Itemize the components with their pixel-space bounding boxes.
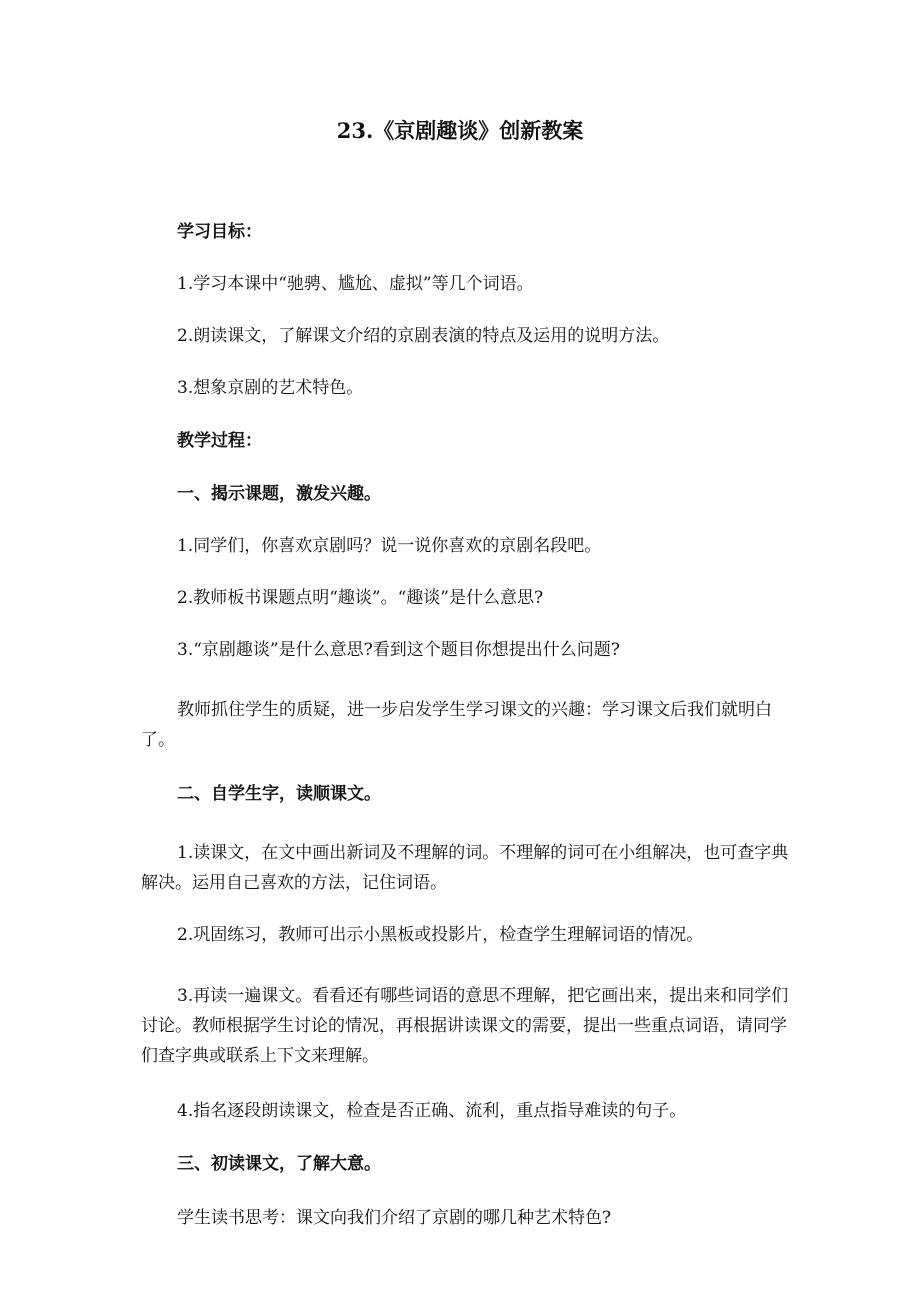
section-2-item-3: 3.再读一遍课文。看看还有哪些词语的意思不理解，把它画出来，提出来和同学们讨论。教师根据学生讨论的情况，再根据讲读课文的需要，提出一些重点词语，请同学们查字典或联系上下文来理解。 xyxy=(141,986,789,1066)
objective-item: 1.学习本课中“驰骋、尴尬、虚拟”等几个词语。 xyxy=(177,274,534,294)
process-heading: 教学过程： xyxy=(177,431,262,451)
objective-item: 2.朗读课文，了解课文介绍的京剧表演的特点及运用的说明方法。 xyxy=(177,326,670,346)
section-1-item: 3.“京剧趣谈”是什么意思?看到这个题目你想提出什么问题? xyxy=(177,640,620,660)
section-1-heading: 一、揭示课题，激发兴趣。 xyxy=(177,484,381,504)
section-2-item-2: 2.巩固练习，教师可出示小黑板或投影片，检查学生理解词语的情况。 xyxy=(177,925,704,945)
section-2-heading: 二、自学生字，读顺课文。 xyxy=(177,784,381,804)
section-2-item-1: 1.读课文，在文中画出新词及不理解的词。不理解的词可在小组解决，也可查字典解决。运用自己喜欢的方法，记住词语。 xyxy=(141,843,789,893)
objective-item: 3.想象京剧的艺术特色。 xyxy=(177,378,364,398)
document-title: 23.《京剧趣谈》创新教案 xyxy=(336,118,584,143)
section-2-item-4: 4.指名逐段朗读课文，检查是否正确、流利，重点指导难读的句子。 xyxy=(177,1101,687,1121)
section-1-item: 1.同学们，你喜欢京剧吗？说一说你喜欢的京剧名段吧。 xyxy=(177,536,602,556)
section-1-item: 2.教师板书课题点明“趣谈”。“趣谈”是什么意思? xyxy=(177,588,544,608)
section-3-heading: 三、初读课文，了解大意。 xyxy=(177,1154,381,1174)
section-1-paragraph: 教师抓住学生的质疑，进一步启发学生学习课文的兴趣：学习课文后我们就明白了。 xyxy=(141,700,772,750)
objectives-heading: 学习目标： xyxy=(177,222,262,242)
section-3-text: 学生读书思考：课文向我们介绍了京剧的哪几种艺术特色? xyxy=(177,1208,612,1228)
